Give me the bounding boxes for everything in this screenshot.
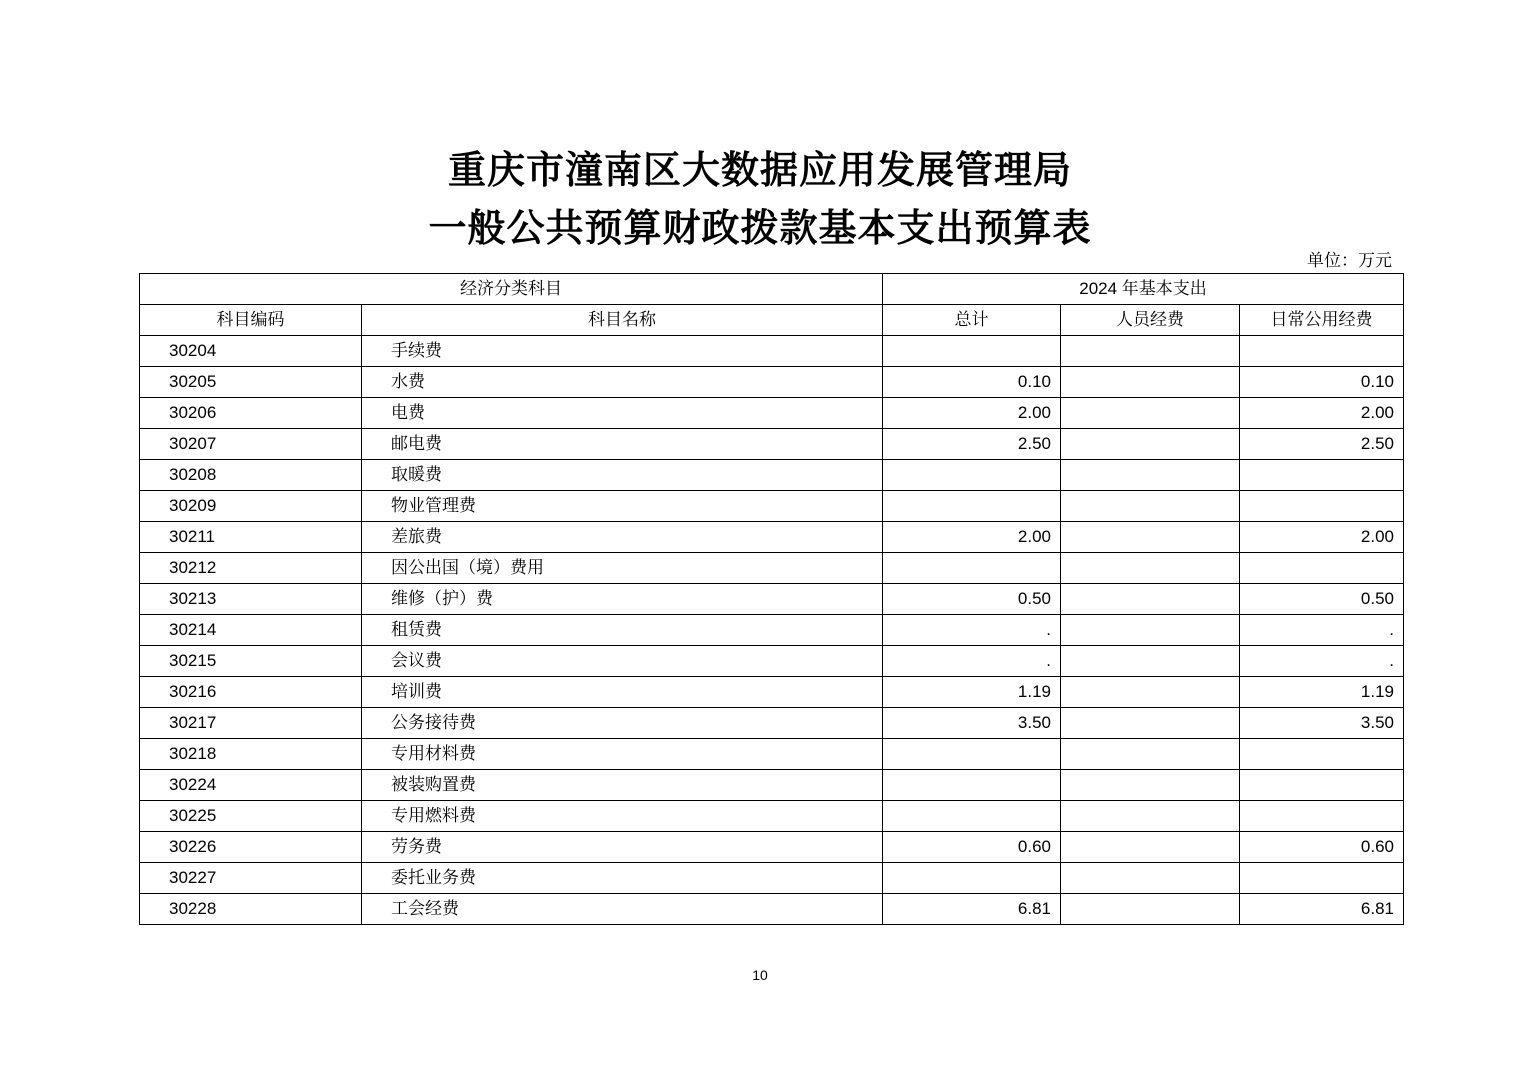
cell-name: 专用燃料费 xyxy=(362,801,883,832)
cell-personnel xyxy=(1061,677,1240,708)
cell-name: 手续费 xyxy=(362,336,883,367)
table-row xyxy=(140,336,1404,367)
cell-public xyxy=(1240,336,1404,367)
cell-name: 被装购置费 xyxy=(362,770,883,801)
table-column-header-row xyxy=(140,305,1404,336)
cell-code: 30205 xyxy=(140,367,362,398)
cell-public xyxy=(1240,491,1404,522)
cell-public: 2.50 xyxy=(1240,429,1404,460)
cell-code: 30208 xyxy=(140,460,362,491)
cell-public: 2.00 xyxy=(1240,522,1404,553)
cell-code: 30217 xyxy=(140,708,362,739)
table-row xyxy=(140,367,1404,398)
economic-category-header: 经济分类科目 xyxy=(140,274,883,305)
cell-name: 委托业务费 xyxy=(362,863,883,894)
cell-personnel xyxy=(1061,553,1240,584)
cell-name: 电费 xyxy=(362,398,883,429)
cell-code: 30226 xyxy=(140,832,362,863)
column-header-public: 日常公用经费 xyxy=(1240,305,1404,336)
column-header-total: 总计 xyxy=(883,305,1061,336)
cell-code: 30224 xyxy=(140,770,362,801)
cell-total: 0.60 xyxy=(883,832,1061,863)
cell-code: 30213 xyxy=(140,584,362,615)
cell-personnel xyxy=(1061,336,1240,367)
cell-name: 邮电费 xyxy=(362,429,883,460)
cell-personnel xyxy=(1061,491,1240,522)
cell-name: 水费 xyxy=(362,367,883,398)
cell-total: 2.50 xyxy=(883,429,1061,460)
cell-personnel xyxy=(1061,894,1240,925)
table-row xyxy=(140,553,1404,584)
cell-name: 取暖费 xyxy=(362,460,883,491)
cell-name: 维修（护）费 xyxy=(362,584,883,615)
table-row xyxy=(140,801,1404,832)
cell-total: 2.00 xyxy=(883,398,1061,429)
cell-total xyxy=(883,460,1061,491)
table-row xyxy=(140,646,1404,677)
cell-personnel xyxy=(1061,429,1240,460)
cell-code: 30211 xyxy=(140,522,362,553)
cell-name: 物业管理费 xyxy=(362,491,883,522)
cell-total: 0.50 xyxy=(883,584,1061,615)
cell-personnel xyxy=(1061,646,1240,677)
year-basic-expenditure-header: 2024 年基本支出 xyxy=(883,274,1404,305)
cell-name: 劳务费 xyxy=(362,832,883,863)
column-header-code: 科目编码 xyxy=(140,305,362,336)
table-row xyxy=(140,739,1404,770)
cell-code: 30212 xyxy=(140,553,362,584)
cell-total xyxy=(883,491,1061,522)
cell-total: . xyxy=(883,646,1061,677)
cell-code: 30214 xyxy=(140,615,362,646)
cell-total: 2.00 xyxy=(883,522,1061,553)
cell-public: 0.50 xyxy=(1240,584,1404,615)
cell-personnel xyxy=(1061,460,1240,491)
cell-total: . xyxy=(883,615,1061,646)
cell-personnel xyxy=(1061,367,1240,398)
cell-public: 2.00 xyxy=(1240,398,1404,429)
cell-public xyxy=(1240,863,1404,894)
table-row xyxy=(140,584,1404,615)
table-row xyxy=(140,522,1404,553)
table-row xyxy=(140,832,1404,863)
cell-code: 30216 xyxy=(140,677,362,708)
cell-public: . xyxy=(1240,615,1404,646)
cell-total xyxy=(883,739,1061,770)
cell-public: 1.19 xyxy=(1240,677,1404,708)
cell-name: 租赁费 xyxy=(362,615,883,646)
cell-code: 30204 xyxy=(140,336,362,367)
cell-public xyxy=(1240,739,1404,770)
budget-table xyxy=(139,273,1404,925)
cell-code: 30206 xyxy=(140,398,362,429)
table-row xyxy=(140,708,1404,739)
cell-name: 会议费 xyxy=(362,646,883,677)
cell-name: 专用材料费 xyxy=(362,739,883,770)
cell-personnel xyxy=(1061,615,1240,646)
title-line-1: 重庆市潼南区大数据应用发展管理局 xyxy=(447,147,1072,192)
cell-public: 6.81 xyxy=(1240,894,1404,925)
cell-total: 6.81 xyxy=(883,894,1061,925)
cell-total xyxy=(883,336,1061,367)
table-group-header-row xyxy=(140,274,1404,305)
cell-total: 3.50 xyxy=(883,708,1061,739)
cell-code: 30209 xyxy=(140,491,362,522)
table-row xyxy=(140,770,1404,801)
cell-code: 30227 xyxy=(140,863,362,894)
table-row xyxy=(140,429,1404,460)
cell-total xyxy=(883,801,1061,832)
cell-name: 因公出国（境）费用 xyxy=(362,553,883,584)
cell-personnel xyxy=(1061,522,1240,553)
cell-public: 3.50 xyxy=(1240,708,1404,739)
cell-public xyxy=(1240,770,1404,801)
cell-public: . xyxy=(1240,646,1404,677)
cell-total xyxy=(883,553,1061,584)
cell-name: 培训费 xyxy=(362,677,883,708)
cell-public xyxy=(1240,553,1404,584)
unit-label: 单位：万元 xyxy=(1307,251,1392,271)
cell-personnel xyxy=(1061,708,1240,739)
cell-public: 0.10 xyxy=(1240,367,1404,398)
table-row xyxy=(140,398,1404,429)
cell-name: 工会经费 xyxy=(362,894,883,925)
cell-name: 差旅费 xyxy=(362,522,883,553)
cell-name: 公务接待费 xyxy=(362,708,883,739)
cell-code: 30225 xyxy=(140,801,362,832)
column-header-personnel: 人员经费 xyxy=(1061,305,1240,336)
cell-code: 30215 xyxy=(140,646,362,677)
page-number: 10 xyxy=(752,967,768,983)
cell-personnel xyxy=(1061,832,1240,863)
cell-personnel xyxy=(1061,770,1240,801)
table-row xyxy=(140,460,1404,491)
table-row xyxy=(140,894,1404,925)
title-line-2: 一般公共预算财政拨款基本支出预算表 xyxy=(428,205,1092,250)
cell-code: 30228 xyxy=(140,894,362,925)
cell-total xyxy=(883,863,1061,894)
cell-public xyxy=(1240,801,1404,832)
cell-public xyxy=(1240,460,1404,491)
table-row xyxy=(140,863,1404,894)
cell-total xyxy=(883,770,1061,801)
cell-personnel xyxy=(1061,584,1240,615)
column-header-name: 科目名称 xyxy=(362,305,883,336)
cell-personnel xyxy=(1061,801,1240,832)
table-row xyxy=(140,615,1404,646)
cell-personnel xyxy=(1061,739,1240,770)
table-row xyxy=(140,491,1404,522)
cell-total: 1.19 xyxy=(883,677,1061,708)
cell-personnel xyxy=(1061,863,1240,894)
table-row xyxy=(140,677,1404,708)
cell-public: 0.60 xyxy=(1240,832,1404,863)
cell-code: 30207 xyxy=(140,429,362,460)
cell-code: 30218 xyxy=(140,739,362,770)
cell-personnel xyxy=(1061,398,1240,429)
cell-total: 0.10 xyxy=(883,367,1061,398)
